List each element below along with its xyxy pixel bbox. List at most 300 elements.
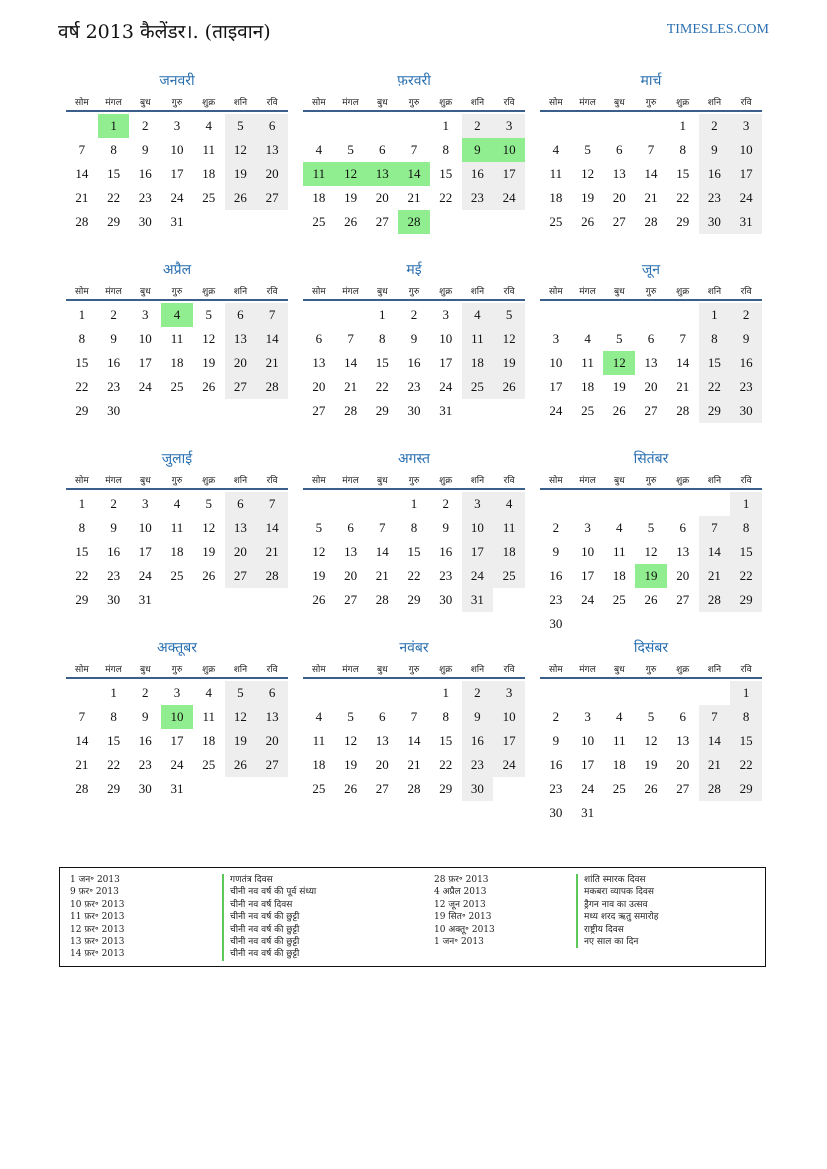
day-cell[interactable]: 20 [676,568,690,583]
day-cell[interactable]: 15 [730,540,762,564]
day-cell[interactable]: 19 [644,757,658,772]
day-cell[interactable]: 5 [225,681,257,705]
day-cell[interactable]: 24 [549,403,563,418]
day-cell[interactable]: 7 [379,520,386,535]
day-cell[interactable]: 22 [75,568,89,583]
day-cell[interactable]: 27 [256,186,288,210]
day-cell[interactable]: 4 [173,496,181,511]
day-cell[interactable]: 15 [107,733,121,748]
day-cell[interactable]: 2 [552,520,560,535]
day-cell[interactable]: 30 [549,616,563,631]
day-cell[interactable]: 27 [375,214,389,229]
day-cell[interactable]: 18 [462,351,494,375]
day-cell[interactable]: 22 [407,568,421,583]
day-cell[interactable]: 26 [225,186,257,210]
day-cell[interactable]: 5 [225,114,257,138]
holiday-day-cell[interactable]: 13 [366,162,398,186]
day-cell[interactable]: 28 [75,214,89,229]
day-cell[interactable]: 11 [202,709,215,724]
day-cell[interactable]: 23 [107,568,121,583]
day-cell[interactable]: 16 [699,162,731,186]
day-cell[interactable]: 30 [549,805,563,820]
day-cell[interactable]: 6 [256,681,288,705]
holiday-day-cell[interactable]: 14 [398,162,430,186]
day-cell[interactable]: 27 [344,592,358,607]
day-cell[interactable]: 18 [493,540,525,564]
day-cell[interactable]: 29 [676,214,690,229]
day-cell[interactable]: 17 [581,757,595,772]
day-cell[interactable]: 16 [138,166,152,181]
day-cell[interactable]: 7 [410,709,418,724]
day-cell[interactable]: 19 [493,351,525,375]
day-cell[interactable]: 23 [730,375,762,399]
day-cell[interactable]: 23 [407,379,421,394]
day-cell[interactable]: 22 [439,190,453,205]
day-cell[interactable]: 7 [256,303,288,327]
day-cell[interactable]: 22 [75,379,89,394]
day-cell[interactable]: 6 [225,492,257,516]
day-cell[interactable]: 26 [644,781,658,796]
day-cell[interactable]: 14 [676,355,690,370]
day-cell[interactable]: 14 [75,166,89,181]
day-cell[interactable]: 14 [256,327,288,351]
day-cell[interactable]: 24 [493,186,525,210]
day-cell[interactable]: 2 [442,496,449,511]
day-cell[interactable]: 3 [442,307,449,322]
day-cell[interactable]: 7 [256,492,288,516]
day-cell[interactable]: 21 [375,568,389,583]
day-cell[interactable]: 4 [205,118,212,133]
day-cell[interactable]: 27 [676,781,690,796]
day-cell[interactable]: 12 [312,544,326,559]
day-cell[interactable]: 2 [142,685,149,700]
day-cell[interactable]: 17 [138,544,152,559]
day-cell[interactable]: 13 [644,355,658,370]
day-cell[interactable]: 30 [107,403,121,418]
day-cell[interactable]: 21 [256,351,288,375]
day-cell[interactable]: 31 [138,592,152,607]
day-cell[interactable]: 31 [730,210,762,234]
day-cell[interactable]: 20 [225,351,257,375]
day-cell[interactable]: 23 [462,753,494,777]
holiday-day-cell[interactable]: 10 [493,138,525,162]
day-cell[interactable]: 8 [679,142,686,157]
day-cell[interactable]: 20 [676,757,690,772]
day-cell[interactable]: 19 [225,729,257,753]
day-cell[interactable]: 28 [75,781,89,796]
day-cell[interactable]: 11 [581,355,594,370]
day-cell[interactable]: 23 [138,757,152,772]
day-cell[interactable]: 1 [78,496,86,511]
day-cell[interactable]: 10 [549,355,563,370]
day-cell[interactable]: 13 [312,355,326,370]
day-cell[interactable]: 15 [676,166,690,181]
day-cell[interactable]: 24 [581,592,595,607]
holiday-day-cell[interactable]: 1 [98,114,130,138]
day-cell[interactable]: 12 [344,733,358,748]
day-cell[interactable]: 18 [549,190,563,205]
day-cell[interactable]: 15 [75,544,89,559]
day-cell[interactable]: 30 [699,210,731,234]
day-cell[interactable]: 3 [584,520,591,535]
day-cell[interactable]: 14 [75,733,89,748]
day-cell[interactable]: 15 [75,355,89,370]
day-cell[interactable]: 8 [110,142,117,157]
day-cell[interactable]: 9 [410,331,418,346]
day-cell[interactable]: 7 [699,516,731,540]
day-cell[interactable]: 8 [110,709,117,724]
day-cell[interactable]: 25 [202,190,216,205]
day-cell[interactable]: 29 [730,777,762,801]
day-cell[interactable]: 1 [410,496,418,511]
day-cell[interactable]: 4 [616,709,623,724]
day-cell[interactable]: 24 [170,190,184,205]
day-cell[interactable]: 22 [676,190,690,205]
day-cell[interactable]: 23 [439,568,453,583]
day-cell[interactable]: 22 [699,375,731,399]
day-cell[interactable]: 6 [225,303,257,327]
day-cell[interactable]: 1 [78,307,86,322]
day-cell[interactable]: 11 [613,733,626,748]
day-cell[interactable]: 18 [612,757,626,772]
day-cell[interactable]: 18 [202,166,216,181]
day-cell[interactable]: 25 [581,403,595,418]
day-cell[interactable]: 20 [644,379,658,394]
day-cell[interactable]: 15 [439,733,453,748]
day-cell[interactable]: 14 [375,544,389,559]
day-cell[interactable]: 25 [612,781,626,796]
day-cell[interactable]: 19 [581,190,595,205]
day-cell[interactable]: 5 [493,303,525,327]
day-cell[interactable]: 11 [462,327,494,351]
day-cell[interactable]: 30 [107,592,121,607]
day-cell[interactable]: 9 [142,709,149,724]
day-cell[interactable]: 16 [549,757,563,772]
day-cell[interactable]: 24 [138,379,152,394]
day-cell[interactable]: 26 [225,753,257,777]
day-cell[interactable]: 25 [493,564,525,588]
day-cell[interactable]: 8 [699,327,731,351]
day-cell[interactable]: 23 [138,190,152,205]
day-cell[interactable]: 10 [581,733,595,748]
day-cell[interactable]: 29 [439,781,453,796]
day-cell[interactable]: 9 [552,544,560,559]
day-cell[interactable]: 3 [552,331,560,346]
day-cell[interactable]: 1 [730,492,762,516]
day-cell[interactable]: 11 [170,520,184,535]
day-cell[interactable]: 29 [107,781,121,796]
day-cell[interactable]: 7 [78,709,86,724]
day-cell[interactable]: 17 [730,162,762,186]
day-cell[interactable]: 16 [462,729,494,753]
day-cell[interactable]: 2 [462,114,494,138]
day-cell[interactable]: 22 [439,757,453,772]
day-cell[interactable]: 31 [170,781,184,796]
day-cell[interactable]: 22 [107,757,121,772]
day-cell[interactable]: 26 [644,592,658,607]
day-cell[interactable]: 30 [138,781,152,796]
day-cell[interactable]: 5 [347,142,354,157]
day-cell[interactable]: 9 [442,520,449,535]
day-cell[interactable]: 15 [439,166,453,181]
day-cell[interactable]: 14 [407,733,421,748]
day-cell[interactable]: 16 [138,733,152,748]
day-cell[interactable]: 9 [552,733,560,748]
holiday-day-cell[interactable]: 28 [398,210,430,234]
day-cell[interactable]: 25 [612,592,626,607]
day-cell[interactable]: 11 [549,166,563,181]
day-cell[interactable]: 12 [581,166,595,181]
holiday-day-cell[interactable]: 12 [335,162,367,186]
site-link[interactable]: TIMESLES.COM [666,22,769,37]
day-cell[interactable]: 26 [202,568,216,583]
day-cell[interactable]: 15 [107,166,121,181]
day-cell[interactable]: 13 [676,544,690,559]
day-cell[interactable]: 24 [581,781,595,796]
day-cell[interactable]: 18 [170,355,184,370]
day-cell[interactable]: 1 [110,685,117,700]
day-cell[interactable]: 20 [256,162,288,186]
day-cell[interactable]: 10 [493,705,525,729]
day-cell[interactable]: 8 [78,331,86,346]
day-cell[interactable]: 28 [699,777,731,801]
day-cell[interactable]: 24 [439,379,453,394]
holiday-day-cell[interactable]: 12 [603,351,635,375]
day-cell[interactable]: 28 [256,564,288,588]
day-cell[interactable]: 28 [699,588,731,612]
day-cell[interactable]: 22 [730,753,762,777]
day-cell[interactable]: 27 [312,403,326,418]
day-cell[interactable]: 21 [699,564,731,588]
day-cell[interactable]: 25 [202,757,216,772]
day-cell[interactable]: 7 [647,142,655,157]
day-cell[interactable]: 7 [347,331,354,346]
day-cell[interactable]: 26 [344,781,358,796]
day-cell[interactable]: 26 [581,214,595,229]
day-cell[interactable]: 2 [410,307,418,322]
day-cell[interactable]: 9 [142,142,149,157]
day-cell[interactable]: 8 [442,709,449,724]
day-cell[interactable]: 12 [225,705,257,729]
day-cell[interactable]: 28 [676,403,690,418]
day-cell[interactable]: 28 [644,214,658,229]
day-cell[interactable]: 16 [439,544,453,559]
day-cell[interactable]: 25 [170,379,184,394]
day-cell[interactable]: 12 [202,331,216,346]
day-cell[interactable]: 30 [138,214,152,229]
day-cell[interactable]: 5 [315,520,323,535]
day-cell[interactable]: 19 [312,568,326,583]
day-cell[interactable]: 20 [375,190,389,205]
day-cell[interactable]: 25 [312,781,326,796]
day-cell[interactable]: 6 [347,520,354,535]
day-cell[interactable]: 4 [552,142,560,157]
day-cell[interactable]: 13 [676,733,690,748]
day-cell[interactable]: 29 [730,588,762,612]
day-cell[interactable]: 6 [379,142,386,157]
day-cell[interactable]: 15 [375,355,389,370]
day-cell[interactable]: 12 [225,138,257,162]
day-cell[interactable]: 2 [142,118,149,133]
day-cell[interactable]: 19 [612,379,626,394]
holiday-day-cell[interactable]: 11 [303,162,335,186]
day-cell[interactable]: 6 [256,114,288,138]
day-cell[interactable]: 17 [170,166,184,181]
day-cell[interactable]: 20 [312,379,326,394]
day-cell[interactable]: 4 [462,303,494,327]
day-cell[interactable]: 1 [442,685,449,700]
day-cell[interactable]: 6 [616,142,623,157]
day-cell[interactable]: 25 [549,214,563,229]
day-cell[interactable]: 10 [138,331,152,346]
day-cell[interactable]: 14 [644,166,658,181]
day-cell[interactable]: 2 [552,709,560,724]
day-cell[interactable]: 6 [647,331,655,346]
day-cell[interactable]: 27 [225,375,257,399]
day-cell[interactable]: 5 [205,307,212,322]
day-cell[interactable]: 4 [493,492,525,516]
day-cell[interactable]: 21 [344,379,358,394]
day-cell[interactable]: 31 [581,805,595,820]
day-cell[interactable]: 26 [202,379,216,394]
day-cell[interactable]: 8 [410,520,418,535]
day-cell[interactable]: 3 [142,307,149,322]
day-cell[interactable]: 12 [202,520,216,535]
day-cell[interactable]: 28 [344,403,358,418]
day-cell[interactable]: 4 [616,520,623,535]
day-cell[interactable]: 18 [612,568,626,583]
day-cell[interactable]: 17 [549,379,563,394]
day-cell[interactable]: 29 [107,214,121,229]
day-cell[interactable]: 2 [699,114,731,138]
day-cell[interactable]: 9 [110,520,117,535]
day-cell[interactable]: 3 [584,709,591,724]
day-cell[interactable]: 17 [581,568,595,583]
day-cell[interactable]: 22 [107,190,121,205]
day-cell[interactable]: 28 [375,592,389,607]
day-cell[interactable]: 16 [107,355,121,370]
day-cell[interactable]: 16 [107,544,121,559]
day-cell[interactable]: 3 [173,118,181,133]
day-cell[interactable]: 26 [612,403,626,418]
day-cell[interactable]: 14 [344,355,358,370]
day-cell[interactable]: 16 [407,355,421,370]
day-cell[interactable]: 13 [225,516,257,540]
day-cell[interactable]: 1 [730,681,762,705]
day-cell[interactable]: 20 [375,757,389,772]
day-cell[interactable]: 4 [584,331,591,346]
day-cell[interactable]: 18 [202,733,216,748]
day-cell[interactable]: 8 [730,705,762,729]
day-cell[interactable]: 27 [644,403,658,418]
day-cell[interactable]: 26 [344,214,358,229]
day-cell[interactable]: 3 [462,492,494,516]
day-cell[interactable]: 3 [173,685,181,700]
day-cell[interactable]: 11 [493,516,525,540]
day-cell[interactable]: 8 [730,516,762,540]
day-cell[interactable]: 15 [730,729,762,753]
day-cell[interactable]: 14 [699,729,731,753]
day-cell[interactable]: 21 [407,190,421,205]
day-cell[interactable]: 21 [676,379,690,394]
day-cell[interactable]: 23 [549,592,563,607]
day-cell[interactable]: 2 [110,496,117,511]
day-cell[interactable]: 11 [613,544,626,559]
day-cell[interactable]: 9 [730,327,762,351]
day-cell[interactable]: 18 [312,757,326,772]
day-cell[interactable]: 11 [170,331,184,346]
day-cell[interactable]: 26 [312,592,326,607]
day-cell[interactable]: 15 [407,544,421,559]
day-cell[interactable]: 14 [256,516,288,540]
day-cell[interactable]: 13 [256,705,288,729]
day-cell[interactable]: 12 [493,327,525,351]
day-cell[interactable]: 8 [442,142,449,157]
day-cell[interactable]: 10 [462,516,494,540]
day-cell[interactable]: 17 [462,540,494,564]
day-cell[interactable]: 21 [75,757,89,772]
day-cell[interactable]: 2 [462,681,494,705]
day-cell[interactable]: 6 [315,331,323,346]
day-cell[interactable]: 23 [462,186,494,210]
day-cell[interactable]: 20 [225,540,257,564]
day-cell[interactable]: 13 [256,138,288,162]
day-cell[interactable]: 16 [462,162,494,186]
holiday-day-cell[interactable]: 4 [161,303,193,327]
day-cell[interactable]: 11 [202,142,215,157]
day-cell[interactable]: 14 [699,540,731,564]
day-cell[interactable]: 25 [462,375,494,399]
day-cell[interactable]: 25 [312,214,326,229]
day-cell[interactable]: 26 [493,375,525,399]
day-cell[interactable]: 27 [225,564,257,588]
day-cell[interactable]: 17 [493,729,525,753]
day-cell[interactable]: 10 [439,331,453,346]
day-cell[interactable]: 7 [699,705,731,729]
day-cell[interactable]: 30 [407,403,421,418]
day-cell[interactable]: 6 [379,709,386,724]
day-cell[interactable]: 13 [612,166,626,181]
day-cell[interactable]: 9 [699,138,731,162]
day-cell[interactable]: 19 [202,544,216,559]
day-cell[interactable]: 1 [679,118,686,133]
day-cell[interactable]: 30 [439,592,453,607]
day-cell[interactable]: 28 [407,781,421,796]
day-cell[interactable]: 5 [205,496,212,511]
day-cell[interactable]: 1 [442,118,449,133]
day-cell[interactable]: 16 [549,568,563,583]
day-cell[interactable]: 24 [730,186,762,210]
day-cell[interactable]: 2 [730,303,762,327]
day-cell[interactable]: 21 [407,757,421,772]
day-cell[interactable]: 19 [344,757,358,772]
day-cell[interactable]: 27 [612,214,626,229]
day-cell[interactable]: 29 [407,592,421,607]
day-cell[interactable]: 24 [138,568,152,583]
day-cell[interactable]: 7 [679,331,686,346]
day-cell[interactable]: 23 [107,379,121,394]
day-cell[interactable]: 30 [730,399,762,423]
day-cell[interactable]: 25 [170,568,184,583]
day-cell[interactable]: 19 [344,190,358,205]
day-cell[interactable]: 29 [75,592,89,607]
day-cell[interactable]: 20 [256,729,288,753]
day-cell[interactable]: 9 [110,331,117,346]
holiday-day-cell[interactable]: 19 [635,564,667,588]
day-cell[interactable]: 17 [493,162,525,186]
day-cell[interactable]: 6 [679,709,686,724]
day-cell[interactable]: 16 [730,351,762,375]
